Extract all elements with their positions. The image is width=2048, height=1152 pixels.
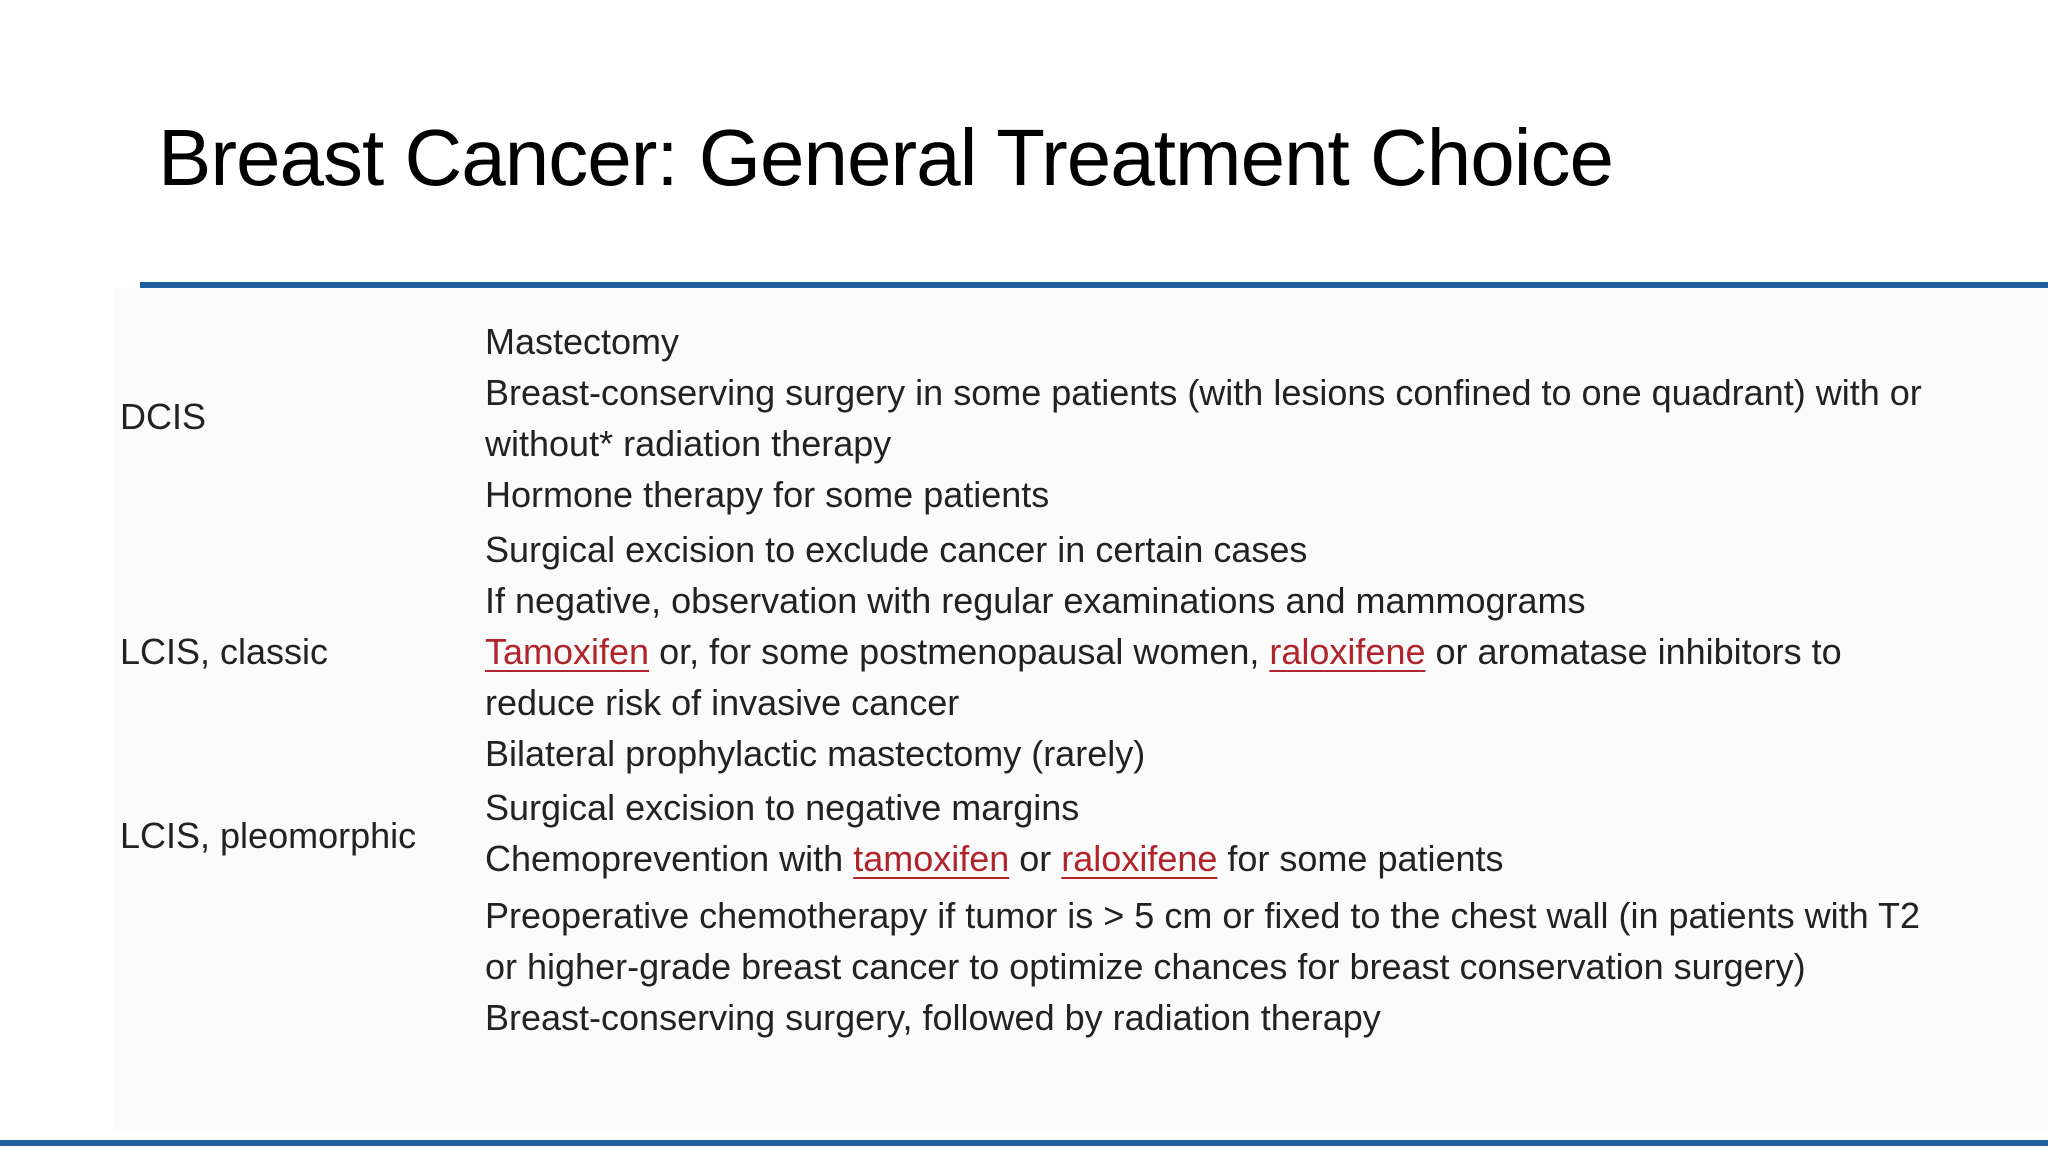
treatment-line: Surgical excision to negative margins [485, 787, 1080, 828]
treatment-line: Preoperative chemotherapy if tumor is > 5 cm or fixed to the chest wall (in patients with T2 [485, 895, 1920, 936]
treatment-line: or higher-grade breast cancer to optimize chances for breast conservation surgery) [485, 946, 1806, 987]
row-treatments-lcis-classic [485, 524, 2045, 779]
row-label-lcis-pleomorphic: LCIS, pleomorphic [120, 815, 417, 856]
tamoxifen-link[interactable]: tamoxifen [853, 838, 1010, 879]
treatment-table [114, 288, 2048, 1130]
treatment-text: or, for some postmenopausal women, [649, 631, 1270, 672]
table-row-invasive [114, 890, 2048, 1050]
slide-title: Breast Cancer: General Treatment Choice [158, 113, 1614, 202]
treatment-line: Bilateral prophylactic mastectomy (rarely) [485, 733, 1146, 774]
treatment-text: for some patients [1217, 838, 1504, 879]
treatment-line: Breast-conserving surgery, followed by radiation therapy [485, 997, 1381, 1038]
treatment-text: or [1009, 838, 1062, 879]
treatment-line: If negative, observation with regular examinations and mammograms [485, 580, 1586, 621]
treatment-line: Hormone therapy for some patients [485, 474, 1050, 515]
treatment-line: without* radiation therapy [485, 423, 892, 464]
treatment-line: Surgical excision to exclude cancer in certain cases [485, 529, 1308, 570]
treatment-line: Breast-conserving surgery in some patients (with lesions confined to one quadrant) with or [485, 372, 1922, 413]
treatment-text: or aromatase inhibitors to [1425, 631, 1842, 672]
row-treatments-dcis [485, 316, 2045, 520]
treatment-line-with-links [485, 833, 2045, 884]
tamoxifen-link[interactable]: Tamoxifen [485, 631, 650, 672]
row-label-lcis-classic: LCIS, classic [120, 631, 329, 672]
raloxifene-link[interactable]: raloxifene [1269, 631, 1426, 672]
footer-divider-line [0, 1140, 2048, 1146]
table-row-dcis [114, 316, 2048, 516]
treatment-line: reduce risk of invasive cancer [485, 682, 960, 723]
table-row-lcis-classic [114, 524, 2048, 776]
row-treatments-lcis-pleomorphic [485, 782, 2045, 884]
raloxifene-link[interactable]: raloxifene [1061, 838, 1218, 879]
treatment-text: Chemoprevention with [485, 838, 854, 879]
treatment-line-with-links [485, 626, 2045, 677]
row-label-dcis: DCIS [120, 396, 207, 437]
treatment-line: Mastectomy [485, 321, 680, 362]
table-row-lcis-pleomorphic [114, 782, 2048, 886]
row-treatments-invasive [485, 890, 2045, 1043]
